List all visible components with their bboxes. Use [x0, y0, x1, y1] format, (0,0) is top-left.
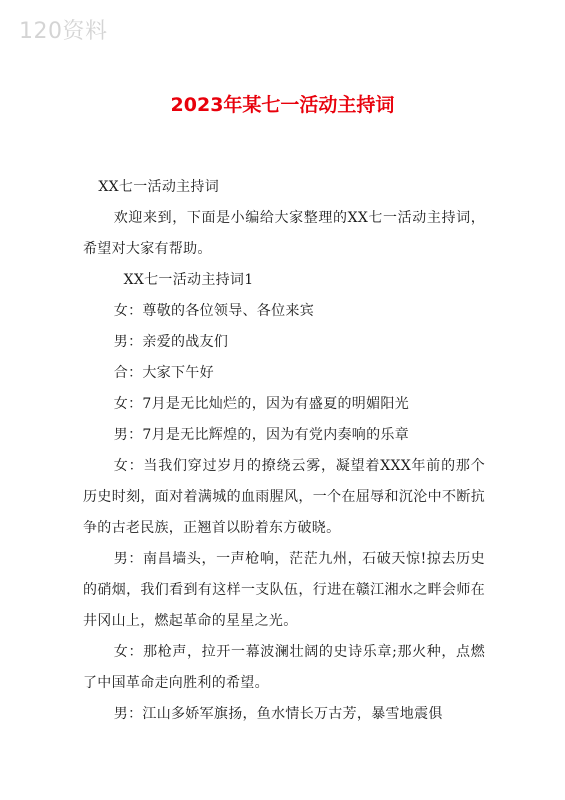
- dialogue-line: 男：江山多娇军旗扬，鱼水情长万古芳，暴雪地震俱: [113, 706, 443, 722]
- dialogue-line: 女：那枪声，拉开一幕波澜壮阔的史诗乐章;那火种，点燃了中国革命走向胜利的希望。: [83, 644, 485, 691]
- document-title: 2023年某七一活动主持词: [170, 94, 395, 116]
- watermark-logo: 120资料: [19, 19, 108, 44]
- section-heading: XX七一活动主持词: [98, 179, 220, 195]
- paragraph-intro: 欢迎来到，下面是小编给大家整理的XX七一活动主持词，希望对大家有帮助。: [83, 210, 485, 257]
- dialogue-line: 男：亲爱的战友们: [113, 334, 229, 350]
- dialogue-line: 合：大家下午好: [113, 365, 214, 381]
- dialogue-line: 男：南昌墙头，一声枪响，茫茫九州，石破天惊!掠去历史的硝烟，我们看到有这样一支队伍，行进在赣江湘水之畔会师在井冈山上，燃起革命的星星之光。: [83, 551, 485, 629]
- section-subheading: XX七一活动主持词1: [123, 272, 254, 288]
- document-body: [83, 172, 485, 730]
- dialogue-line: 女：7月是无比灿烂的，因为有盛夏的明媚阳光: [113, 396, 410, 412]
- dialogue-line: 女：当我们穿过岁月的撩绕云雾，凝望着XXX年前的那个历史时刻，面对着满城的血雨腥风，一个在屈辱和沉沦中不断抗争的古老民族，正翘首以盼着东方破晓。: [83, 458, 485, 536]
- dialogue-line: 男：7月是无比辉煌的，因为有党内奏响的乐章: [113, 427, 410, 443]
- dialogue-line: 女：尊敬的各位领导、各位来宾: [113, 303, 314, 319]
